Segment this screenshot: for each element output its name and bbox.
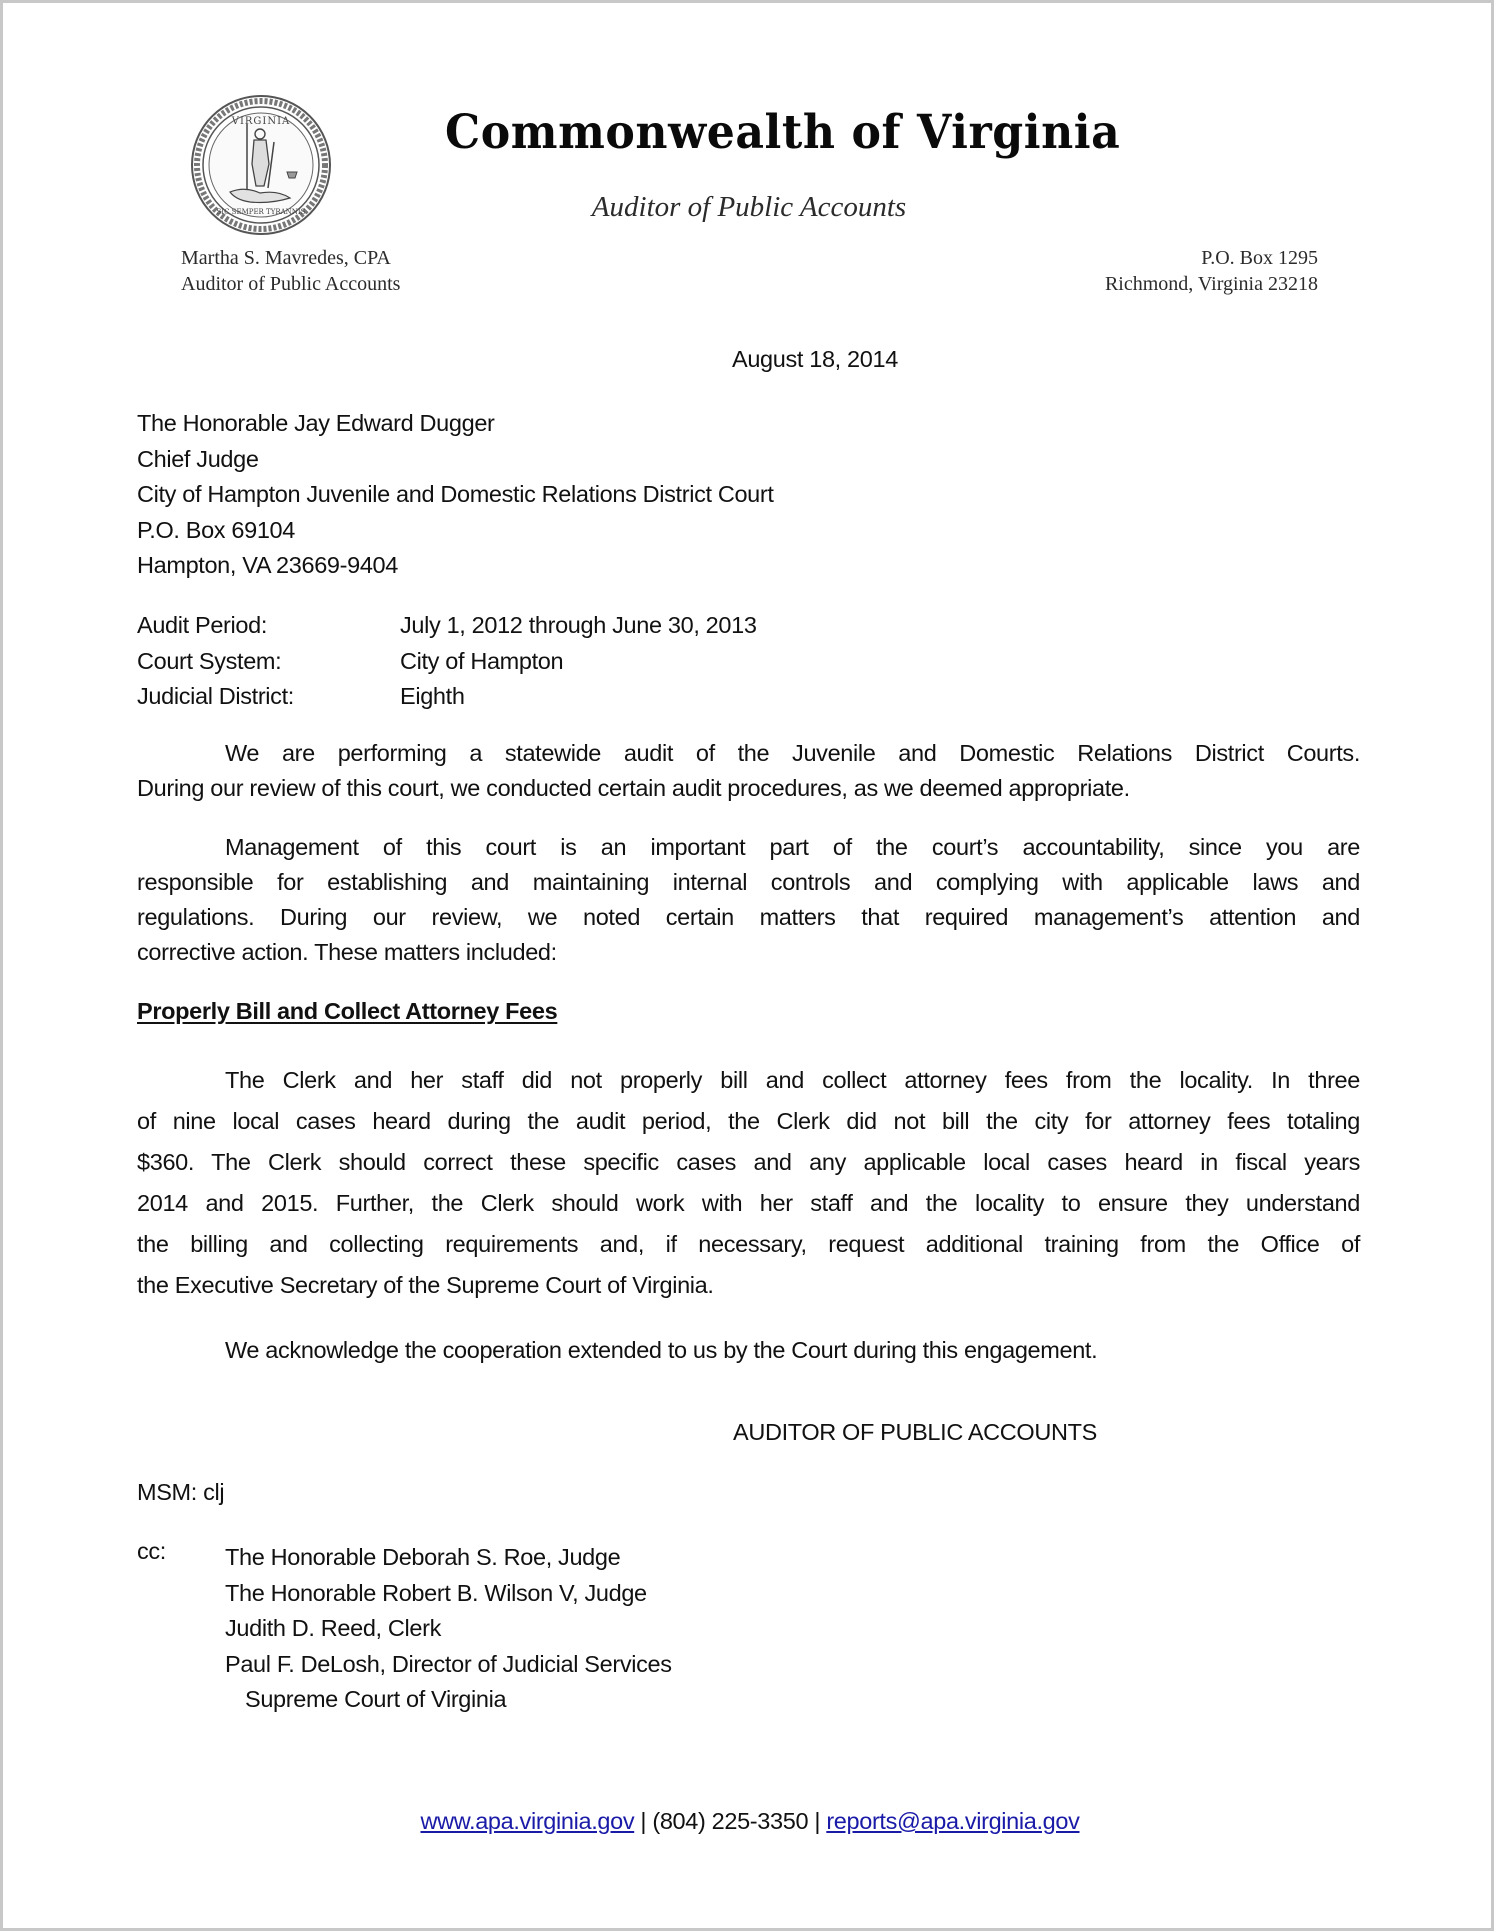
footer-separator: |: [814, 1808, 821, 1834]
paragraph-finding-line: of nine local cases heard during the audit period, the Clerk did not bill the city for attorney fees totaling: [137, 1108, 1360, 1134]
paragraph-finding-line: the Executive Secretary of the Supreme Court of Virginia.: [137, 1272, 714, 1298]
office-address-line1: P.O. Box 1295: [1201, 247, 1318, 269]
sender-role: Auditor of Public Accounts: [181, 273, 401, 295]
signature-block: AUDITOR OF PUBLIC ACCOUNTS: [733, 1419, 1097, 1445]
recipient-line: Chief Judge: [137, 445, 259, 472]
paragraph-management-line: responsible for establishing and maintaining internal controls and complying with applicable laws and: [137, 869, 1360, 895]
audit-info-label: Court System:: [137, 647, 282, 674]
paragraph-finding-line: The Clerk and her staff did not properly bill and collect attorney fees from the locality. In three: [225, 1067, 1360, 1093]
virginia-seal-icon: [190, 94, 332, 236]
cc-recipient-organization: Supreme Court of Virginia: [245, 1686, 507, 1712]
paragraph-finding-line: the billing and collecting requirements and, if necessary, request additional training from the Office of: [137, 1231, 1360, 1257]
finding-heading: Properly Bill and Collect Attorney Fees: [137, 998, 558, 1024]
email-link[interactable]: reports@apa.virginia.gov: [826, 1808, 1080, 1834]
cc-label: cc:: [137, 1538, 166, 1564]
letter-date: August 18, 2014: [732, 346, 898, 372]
office-address: [1018, 245, 1318, 297]
audit-info-label: Judicial District:: [137, 683, 294, 710]
footer-contact: [357, 1808, 1143, 1835]
paragraph-intro-line: During our review of this court, we conducted certain audit procedures, as we deemed appropriate.: [137, 775, 1130, 801]
cc-recipient: The Honorable Deborah S. Roe, Judge: [225, 1544, 621, 1570]
svg-text:SIC SEMPER TYRANNIS: SIC SEMPER TYRANNIS: [216, 208, 306, 216]
office-address-line2: Richmond, Virginia 23218: [1104, 273, 1318, 295]
paragraph-management-line: corrective action. These matters included:: [137, 939, 557, 965]
paragraph-finding-line: $360. The Clerk should correct these specific cases and any applicable local cases heard in fiscal years: [137, 1149, 1360, 1175]
footer-separator: |: [640, 1808, 647, 1834]
recipient-line: City of Hampton Juvenile and Domestic Relations District Court: [137, 481, 774, 508]
recipient-address: [137, 406, 774, 584]
phone-number: (804) 225-3350: [652, 1808, 809, 1834]
paragraph-finding-line: 2014 and 2015. Further, the Clerk should work with her staff and the locality to ensure they understand: [137, 1190, 1360, 1216]
letterhead-title: Commonwealth of Virginia: [445, 105, 1121, 160]
audit-info-label: Audit Period:: [137, 612, 268, 638]
recipient-line: P.O. Box 69104: [137, 516, 295, 543]
sender-block: [181, 245, 400, 297]
paragraph-management-line: Management of this court is an important part of the court’s accountability, since you are: [225, 834, 1360, 860]
svg-text:VIRGINIA: VIRGINIA: [231, 116, 291, 127]
recipient-line: Hampton, VA 23669-9404: [137, 552, 399, 579]
audit-info-value: City of Hampton: [400, 647, 564, 674]
audit-info-value: July 1, 2012 through June 30, 2013: [400, 612, 757, 638]
cc-recipient: Judith D. Reed, Clerk: [225, 1615, 441, 1641]
sender-name: Martha S. Mavredes, CPA: [181, 247, 391, 269]
paragraph-acknowledgement: We acknowledge the cooperation extended to us by the Court during this engagement.: [225, 1337, 1098, 1363]
website-link[interactable]: www.apa.virginia.gov: [420, 1808, 635, 1834]
recipient-line: The Honorable Jay Edward Dugger: [137, 410, 495, 436]
paragraph-management-line: regulations. During our review, we noted certain matters that required management’s attention and: [137, 904, 1360, 930]
paragraph-intro-line: We are performing a statewide audit of the Juvenile and Domestic Relations District Courts.: [225, 740, 1360, 766]
cc-recipient: The Honorable Robert B. Wilson V, Judge: [225, 1579, 647, 1606]
letterhead-subtitle: Auditor of Public Accounts: [591, 191, 907, 223]
cc-recipient: Paul F. DeLosh, Director of Judicial Services: [225, 1650, 672, 1677]
audit-info-value: Eighth: [400, 683, 465, 710]
cc-list: [225, 1540, 672, 1718]
reference-initials: MSM: clj: [137, 1479, 225, 1505]
